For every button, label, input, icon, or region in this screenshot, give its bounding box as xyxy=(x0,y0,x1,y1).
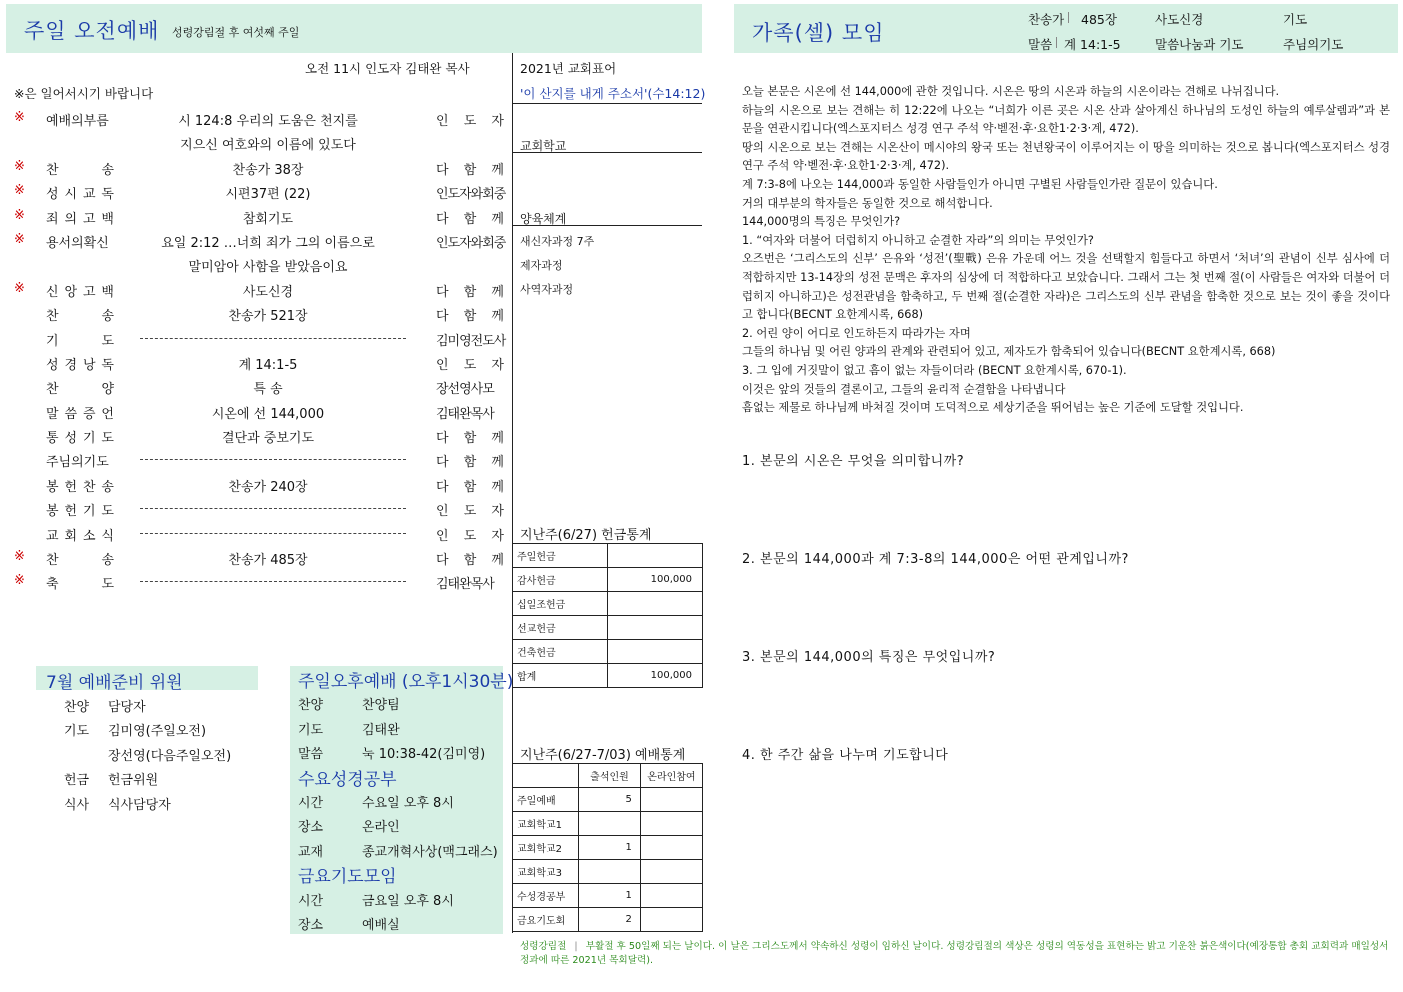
order-item-content: 요일 2:12 …너희 죄가 그의 이름으로 xyxy=(161,235,375,251)
attendance-header: 온라인참여 xyxy=(640,764,702,788)
wednesday-study-value: 수요일 오후 8시 xyxy=(362,796,454,811)
stand-mark: ※ xyxy=(14,573,25,589)
dashed-leader-line xyxy=(140,533,406,534)
dashed-leader-line xyxy=(140,508,406,509)
course-minister: 사역자과정 xyxy=(520,283,574,296)
sermon-paragraph: 거의 대부분의 학자들은 동일한 것으로 해석합니다. xyxy=(742,196,993,210)
order-item-leader: 김미영전도사 xyxy=(436,333,506,349)
offering-label: 합계 xyxy=(513,664,608,688)
attendance-title: 지난주(6/27-7/03) 예배통계 xyxy=(520,748,686,763)
order-item-name: 기 도 xyxy=(46,333,114,349)
afternoon-service-value: 찬양팀 xyxy=(362,698,400,714)
motto-underline xyxy=(512,103,702,104)
stand-mark: ※ xyxy=(14,549,25,565)
offering-amount: 100,000 xyxy=(608,568,703,592)
training-label: 양육체계 xyxy=(520,212,567,226)
attendance-online xyxy=(640,836,702,860)
offering-row xyxy=(513,592,703,616)
committee-role: 찬양 xyxy=(64,700,90,715)
offering-label: 선교헌금 xyxy=(513,616,608,640)
offering-row xyxy=(513,616,703,640)
order-item-leader: 다 함 께 xyxy=(436,211,504,227)
order-item-content: 특 송 xyxy=(253,382,283,398)
attendance-count xyxy=(579,812,641,836)
word-label: 말씀 xyxy=(1028,37,1053,52)
attendance-label: 금요기도회 xyxy=(513,908,579,932)
course-new-believer: 새신자과정 7주 xyxy=(520,235,595,248)
friday-prayer-value: 금요일 오후 8시 xyxy=(362,893,454,909)
offering-label: 건축헌금 xyxy=(513,640,608,664)
footnote-sep: | xyxy=(574,941,578,952)
offering-row xyxy=(513,664,703,688)
attendance-label: 주일예배 xyxy=(513,788,579,812)
order-item-leader: 장선영사모 xyxy=(436,382,494,398)
afternoon-service-label: 말씀 xyxy=(298,747,324,763)
order-item-leader: 인 도 자 xyxy=(436,114,504,129)
attendance-header: 출석인원 xyxy=(579,764,641,788)
question-4: 4. 한 주간 삶을 나누며 기도합니다 xyxy=(742,748,949,763)
sermon-paragraph: 하늘의 시온으로 보는 견해는 히 12:22에 나오는 “너희가 이른 곳은 시온 산과 살아계신 하나님의 도성인 하늘의 예루살렘과”과 본문을 연관시킵니다(엑스포지터스 성경 연구 주석 약·벧전·후·요한1·2·3·계, 472). xyxy=(742,103,1390,136)
hymn-divider xyxy=(1068,12,1069,23)
stand-mark: ※ xyxy=(14,110,25,125)
friday-prayer-value: 예배실 xyxy=(362,918,400,933)
order-item-name: 말 씀 증 언 xyxy=(46,406,114,422)
course-disciple: 제자과정 xyxy=(520,259,563,272)
offering-label: 주일헌금 xyxy=(513,544,608,568)
wednesday-study-title: 수요성경공부 xyxy=(298,769,397,790)
word-divider xyxy=(1056,37,1057,48)
order-item-name: 찬 송 xyxy=(46,553,114,569)
order-row xyxy=(0,180,512,204)
order-item-content: 찬송가 240장 xyxy=(228,479,308,495)
order-row xyxy=(0,546,512,570)
attendance-row xyxy=(513,836,703,860)
wednesday-study-label: 시간 xyxy=(298,796,324,811)
order-item-content: 찬송가 38장 xyxy=(232,162,304,178)
attendance-online xyxy=(640,860,702,884)
year-motto-label: 2021년 교회표어 xyxy=(520,61,617,76)
offering-amount xyxy=(608,640,703,664)
sermon-paragraph: 오즈번은 ‘그리스도의 신부’ 은유와 ‘성전’(聖戰) 은유 가운데 어느 것을 선택할지 힘들다고 하면서 ‘처녀’의 관념이 신부 심사에 더 적합하지만 13-14장의 성전 문맥은 후자의 심상에 더 적합하다고 보았습니다. 그래서 그는 첫 번째 절(이 사람들은 여자와 더불어 더럽히지 아니하고)은 성전관념을 함축하고, 두 번째 절(순결한 자라)은 그리스도의 신부 관념을 함축한 것으로 보는 것이 좋을 것이다고 합니다(BECNT 요한계시록, 668) xyxy=(742,252,1390,322)
order-item-leader: 인 도 자 xyxy=(436,504,504,520)
creed-label: 사도신경 xyxy=(1155,12,1204,27)
church-school-label: 교회학교 xyxy=(520,139,567,153)
committee-member: 헌금위원 xyxy=(108,773,159,789)
friday-prayer-label: 시간 xyxy=(298,893,324,909)
training-underline xyxy=(512,225,702,226)
attendance-online xyxy=(640,908,702,932)
order-item-content: 시 124:8 우리의 도움은 천지를 xyxy=(178,114,358,129)
footnote-text: 부활절 후 50일째 되는 날이다. 이 날은 그리스도께서 약속하신 성령이 임하신 날이다. 성령강림절의 색상은 성령의 역동성을 표현하는 밝고 기운찬 붉은색이다(예장통합 총회 교회력과 매일성서정과에 따른 2021년 목회달력). xyxy=(520,941,1389,966)
attendance-header-row xyxy=(513,764,703,788)
order-row xyxy=(0,107,512,131)
afternoon-service-value: 눅 10:38-42(김미영) xyxy=(362,747,486,763)
order-of-service xyxy=(0,107,512,595)
friday-prayer-label: 장소 xyxy=(298,918,324,933)
attendance-label: 교회학교1 xyxy=(513,812,579,836)
order-row xyxy=(0,156,512,180)
order-row xyxy=(0,327,512,351)
order-row xyxy=(0,473,512,497)
stand-mark: ※ xyxy=(14,231,25,247)
order-item-leader: 인 도 자 xyxy=(436,528,504,544)
afternoon-service-title: 주일오후예배 (오후1시30분) xyxy=(298,672,514,692)
order-item-name: 봉 헌 찬 송 xyxy=(46,479,114,495)
stand-mark: ※ xyxy=(14,207,25,223)
stand-note: ※은 일어서시기 바랍니다 xyxy=(14,86,154,101)
sermon-paragraph: 1. “여자와 더불어 더럽히지 아니하고 순결한 자라”의 의미는 무엇인가? xyxy=(742,233,1094,247)
committee-role: 식사 xyxy=(64,797,90,813)
order-row xyxy=(0,424,512,448)
offering-amount xyxy=(608,616,703,640)
order-item-name: 찬 송 xyxy=(46,162,114,178)
order-row xyxy=(0,205,512,229)
offering-row xyxy=(513,640,703,664)
order-item-leader: 다 함 께 xyxy=(436,479,504,495)
order-row xyxy=(0,375,512,399)
order-item-name: 죄 의 고 백 xyxy=(46,211,114,227)
order-item-content: 결단과 중보기도 xyxy=(221,431,315,447)
order-item-leader: 인 도 자 xyxy=(436,357,504,373)
sermon-paragraph: 오늘 본문은 시온에 선 144,000에 관한 것입니다. 시온은 땅의 시온과 하늘의 시온이라는 견해로 나뉘집니다. xyxy=(742,85,1280,98)
order-item-leader: 다 함 께 xyxy=(436,284,504,300)
offering-row xyxy=(513,568,703,592)
order-item-content: 계 14:1-5 xyxy=(238,357,298,373)
order-row xyxy=(0,497,512,521)
order-item-leader: 다 함 께 xyxy=(436,455,504,471)
order-item-leader: 김태완목사 xyxy=(436,577,494,593)
lords-prayer-label: 주님의기도 xyxy=(1283,37,1344,52)
order-item-leader: 인도자와회중 xyxy=(436,187,506,203)
order-item-leader: 김태완목사 xyxy=(436,406,494,422)
attendance-count: 5 xyxy=(579,788,641,812)
prayer-label: 기도 xyxy=(1283,12,1308,27)
order-item-content: 찬송가 521장 xyxy=(228,309,308,325)
cell-meeting-title: 가족(셀) 모임 xyxy=(752,21,885,45)
afternoon-service-label: 찬양 xyxy=(298,698,324,714)
order-item-leader: 다 함 께 xyxy=(436,309,504,325)
order-item-leader: 다 함 께 xyxy=(436,553,504,569)
wednesday-study-label: 장소 xyxy=(298,820,324,836)
committee-member: 김미영(주일오전) xyxy=(108,724,207,740)
stand-mark: ※ xyxy=(14,280,25,296)
question-1: 1. 본문의 시온은 무엇을 의미합니까? xyxy=(742,454,965,469)
offering-row xyxy=(513,544,703,568)
order-item-name: 신 앙 고 백 xyxy=(46,284,114,300)
order-item-name: 봉 헌 기 도 xyxy=(46,504,114,520)
order-item-name: 찬 송 xyxy=(46,309,114,325)
order-item-leader: 다 함 께 xyxy=(436,162,504,178)
footnote xyxy=(520,940,1392,968)
order-row xyxy=(0,302,512,326)
wednesday-study-value: 종교개혁사상(맥그래스) xyxy=(362,844,498,860)
hymn-label: 찬송가 xyxy=(1028,12,1065,27)
order-row xyxy=(0,570,512,594)
question-3: 3. 본문의 144,000의 특징은 무엇입니까? xyxy=(742,650,996,665)
attendance-count: 1 xyxy=(579,884,641,908)
order-item-name: 성 시 교 독 xyxy=(46,187,114,203)
order-item-content: 사도신경 xyxy=(242,284,294,300)
attendance-table xyxy=(512,763,703,932)
friday-prayer-title: 금요기도모임 xyxy=(298,867,397,888)
attendance-row xyxy=(513,860,703,884)
service-info: 오전 11시 인도자 김태완 목사 xyxy=(305,61,470,76)
order-item-content: 시온에 선 144,000 xyxy=(211,406,325,422)
offering-amount xyxy=(608,544,703,568)
offering-label: 십일조헌금 xyxy=(513,592,608,616)
order-row xyxy=(0,253,512,277)
attendance-row xyxy=(513,812,703,836)
order-item-name: 용서의확신 xyxy=(46,235,109,251)
attendance-label: 수성경공부 xyxy=(513,884,579,908)
attendance-row xyxy=(513,908,703,932)
committee-role: 헌금 xyxy=(64,773,90,789)
attendance-online xyxy=(640,812,702,836)
order-item-content: 말미암아 사함을 받았음이요 xyxy=(188,260,348,276)
order-row xyxy=(0,400,512,424)
july-committee-title: 7월 예배준비 위원 xyxy=(46,673,183,693)
committee-member: 장선영(다음주일오전) xyxy=(108,748,232,764)
sermon-paragraph: 그들의 하나님 및 어린 양과의 관계와 관련되어 있고, 제자도가 함축되어 있습니다(BECNT 요한계시록, 668) xyxy=(742,345,1276,359)
offering-title: 지난주(6/27) 헌금통계 xyxy=(520,528,652,543)
attendance-count: 1 xyxy=(579,836,641,860)
dashed-leader-line xyxy=(140,581,406,582)
sermon-paragraph: 3. 그 입에 거짓말이 없고 흠이 없는 자들이더라 (BECNT 요한계시록, 670-1). xyxy=(742,363,1127,377)
attendance-header xyxy=(513,764,579,788)
year-motto: '이 산지를 내게 주소서'(수14:12) xyxy=(520,86,706,101)
attendance-online xyxy=(640,788,702,812)
page-subtitle: 성령강림절 후 여섯째 주일 xyxy=(172,26,300,39)
offering-table xyxy=(512,543,703,688)
attendance-count xyxy=(579,860,641,884)
hymn-value: 485장 xyxy=(1081,12,1117,27)
page-title: 주일 오전예배 xyxy=(24,19,160,43)
sermon-notes xyxy=(742,83,1390,418)
attendance-online xyxy=(640,884,702,908)
dashed-leader-line xyxy=(140,459,406,460)
order-item-leader: 인도자와회중 xyxy=(436,235,506,251)
attendance-row xyxy=(513,884,703,908)
wednesday-study-label: 교재 xyxy=(298,844,324,860)
school-underline xyxy=(512,152,702,153)
stand-mark: ※ xyxy=(14,158,25,174)
committee-member: 식사담당자 xyxy=(108,797,171,813)
sermon-paragraph: 144,000명의 특징은 무엇인가? xyxy=(742,215,901,229)
dashed-leader-line xyxy=(140,338,406,339)
sermon-paragraph: 2. 어린 양이 어디로 인도하든지 따라가는 자며 xyxy=(742,326,971,340)
afternoon-service-value: 김태완 xyxy=(362,722,400,738)
attendance-row xyxy=(513,788,703,812)
order-item-name: 통 성 기 도 xyxy=(46,431,114,447)
order-row xyxy=(0,448,512,472)
order-item-name: 찬 양 xyxy=(46,382,114,398)
offering-amount: 100,000 xyxy=(608,664,703,688)
order-item-content: 찬송가 485장 xyxy=(228,553,308,569)
order-row xyxy=(0,229,512,253)
order-item-name: 주님의기도 xyxy=(46,455,109,471)
sermon-paragraph: 이것은 앞의 것들의 결론이고, 그들의 윤리적 순결함을 나타냅니다 xyxy=(742,382,1066,396)
order-item-name: 성 경 낭 독 xyxy=(46,357,114,373)
offering-label: 감사헌금 xyxy=(513,568,608,592)
order-item-content: 참회기도 xyxy=(242,211,294,227)
order-item-leader: 다 함 께 xyxy=(436,431,504,447)
afternoon-service-label: 기도 xyxy=(298,722,324,738)
offering-amount xyxy=(608,592,703,616)
sermon-paragraph: 계 7:3-8에 나오는 144,000과 동일한 사람들인가 아니면 구별된 사람들인가란 질문이 있습니다. xyxy=(742,177,1218,191)
order-row xyxy=(0,131,512,155)
order-item-name: 교 회 소 식 xyxy=(46,528,114,544)
sermon-paragraph: 땅의 시온으로 보는 견해는 시온산이 메시야의 왕국 또는 천년왕국이 이루어지는 이 땅을 의미하는 것으로 봅니다(엑스포지터스 성경 연구 주석 약·벧전·후·요한1·2·3·계, 472). xyxy=(742,140,1390,173)
attendance-count: 2 xyxy=(579,908,641,932)
order-item-name: 예배의부름 xyxy=(46,114,109,129)
wednesday-study-value: 온라인 xyxy=(362,820,400,836)
committee-role: 기도 xyxy=(64,724,90,740)
order-row xyxy=(0,522,512,546)
question-2: 2. 본문의 144,000과 계 7:3-8의 144,000은 어떤 관계입니까? xyxy=(742,552,1129,567)
order-item-content: 시편37편 (22) xyxy=(225,187,311,203)
attendance-label: 교회학교3 xyxy=(513,860,579,884)
sermon-paragraph: 흠없는 제물로 하나님께 바쳐질 것이며 도덕적으로 세상기준을 뛰어넘는 높은 기준에 도달할 것입니다. xyxy=(742,401,1244,415)
order-row xyxy=(0,278,512,302)
share-label: 말씀나눔과 기도 xyxy=(1155,37,1244,52)
word-value: 계 14:1-5 xyxy=(1064,37,1121,52)
attendance-label: 교회학교2 xyxy=(513,836,579,860)
footnote-label: 성령강림절 xyxy=(520,941,567,952)
order-item-name: 축 도 xyxy=(46,577,114,593)
committee-member: 담당자 xyxy=(108,700,146,715)
order-row xyxy=(0,351,512,375)
order-item-content: 지으신 여호와의 이름에 있도다 xyxy=(180,138,356,154)
stand-mark: ※ xyxy=(14,183,25,199)
